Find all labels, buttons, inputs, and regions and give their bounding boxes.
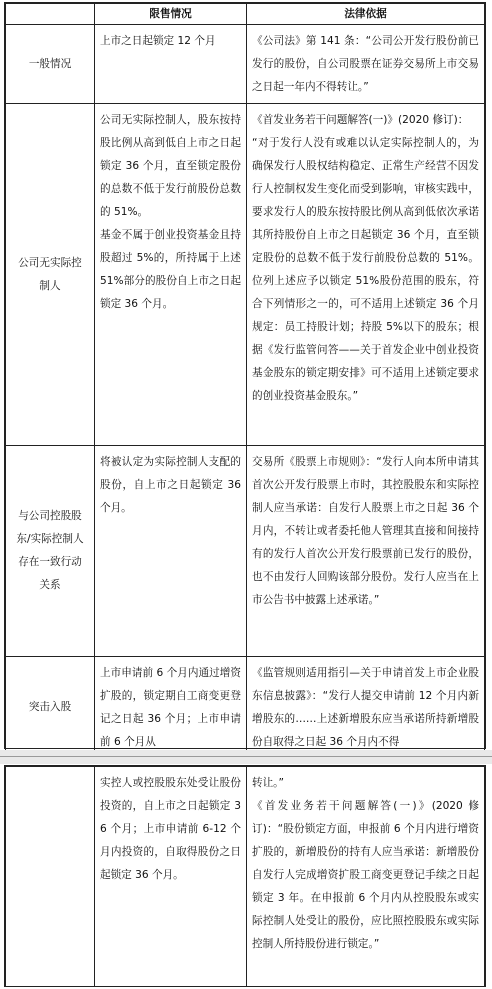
restriction-paragraph: 基金不属于创业投资基金且持股超过 5%的，所持属于上述 51%部分的股份自上市之日起锁定 36 个月。 [100, 229, 241, 310]
row-category: 一般情况 [6, 25, 95, 104]
table-row [6, 657, 485, 759]
basis-paragraph: 《公司法》第 141 条：“公司公开发行股份前已发行的股份，自公司股票在证券交易所上市交易之日起一年内不得转让。” [252, 35, 479, 93]
row-category: 公司无实际控制人 [6, 104, 95, 446]
basis-paragraph: 《监管规则适用指引—关于申请首发上市企业股东信息披露》：“发行人提交申请前 12 个月内新增股东的……上述新增股东应当承诺所持新增股份自取得之日起 36 个月内不得 [252, 667, 479, 748]
page-break [0, 750, 492, 764]
restriction-table [5, 3, 485, 759]
restriction-paragraph: 公司无实际控制人，股东按持股比例从高到低自上市之日起锁定 36 个月，直至锁定股份的总数不低于发行前股份总数的 51%。 [100, 114, 241, 218]
row-restriction: 实控人或控股股东处受让股份投资的，自上市之日起锁定 36 个月；上市申请前 6-12 个月内投资的，自取得股份之日起锁定 36 个月。 [95, 767, 247, 987]
row-legal-basis [247, 446, 485, 657]
row-legal-basis [247, 767, 485, 987]
page-break-line [0, 756, 492, 757]
header-category [6, 4, 95, 25]
row-restriction: 上市申请前 6 个月内通过增资扩股的，锁定期自工商变更登记之日起 36 个月；上市申请前 6 个月从 [95, 657, 247, 759]
basis-paragraph: 转让。” [252, 777, 284, 789]
basis-paragraph: 《首发业务若干问题解答(一)》(2020 修订)： [252, 114, 469, 126]
row-legal-basis [247, 104, 485, 446]
basis-paragraph: 《首发业务若干问题解答(一)》(2020 修订)：“股份锁定方面，申报前 6 个月内进行增资扩股的，新增股份的持有人应当承诺：新增股份自发行人完成增资扩股工商变更登记手续之日起锁定 3 年。在申报前 6 个月内从控股股东或实际控制人处受让的股份，应比照控股股东或实际控制人所持股份进行锁定。” [252, 800, 479, 950]
table-row [6, 767, 485, 987]
basis-paragraph: “对于发行人没有或难以认定实际控制人的，为确保发行人股权结构稳定、正常生产经营不因发行人控制权发生变化而受到影响，审核实践中，要求发行人的股东按持股比例从高到低依次承诺其所持股份自上市之日起锁定 36 个月，直至锁定股份的总数不低于发行前股份总数的 51%。位列上述应予以锁定 51%股份范围的股东，符合下列情形之一的，可不适用上述锁定 36 个月规定：员工持股计划；持股 5%以下的股东；根据《发行监管问答——关于首发企业中创业投资基金股东的锁定期安排》可不适用上述锁定要求的创业投资基金股东。” [252, 137, 479, 402]
row-restriction: 将被认定为实际控制人支配的股份，自上市之日起锁定 36 个月。 [95, 446, 247, 657]
row-category: 突击入股 [6, 657, 95, 759]
table-page-1 [4, 2, 486, 749]
basis-paragraph: 交易所《股票上市规则》：“发行人向本所申请其首次公开发行股票上市时，其控股股东和实际控制人应当承诺：自发行人股票上市之日起 36 个月内，不转让或者委托他人管理其直接和间接持有的发行人首次公开发行股票前已发行的股份，也不由发行人回购该部分股份。发行人应当在上市公告书中披露上述承诺。” [252, 456, 479, 606]
row-legal-basis [247, 657, 485, 759]
table-row [6, 25, 485, 104]
header-restriction: 限售情况 [95, 4, 247, 25]
table-row [6, 446, 485, 657]
row-restriction: 上市之日起锁定 12 个月 [95, 25, 247, 104]
restriction-table-continued [5, 766, 485, 987]
table-row [6, 104, 485, 446]
row-category [6, 767, 95, 987]
table-page-2 [4, 765, 486, 987]
row-legal-basis [247, 25, 485, 104]
row-restriction [95, 104, 247, 446]
header-legal-basis: 法律依据 [247, 4, 485, 25]
row-category: 与公司控股股东/实际控制人存在一致行动关系 [6, 446, 95, 657]
